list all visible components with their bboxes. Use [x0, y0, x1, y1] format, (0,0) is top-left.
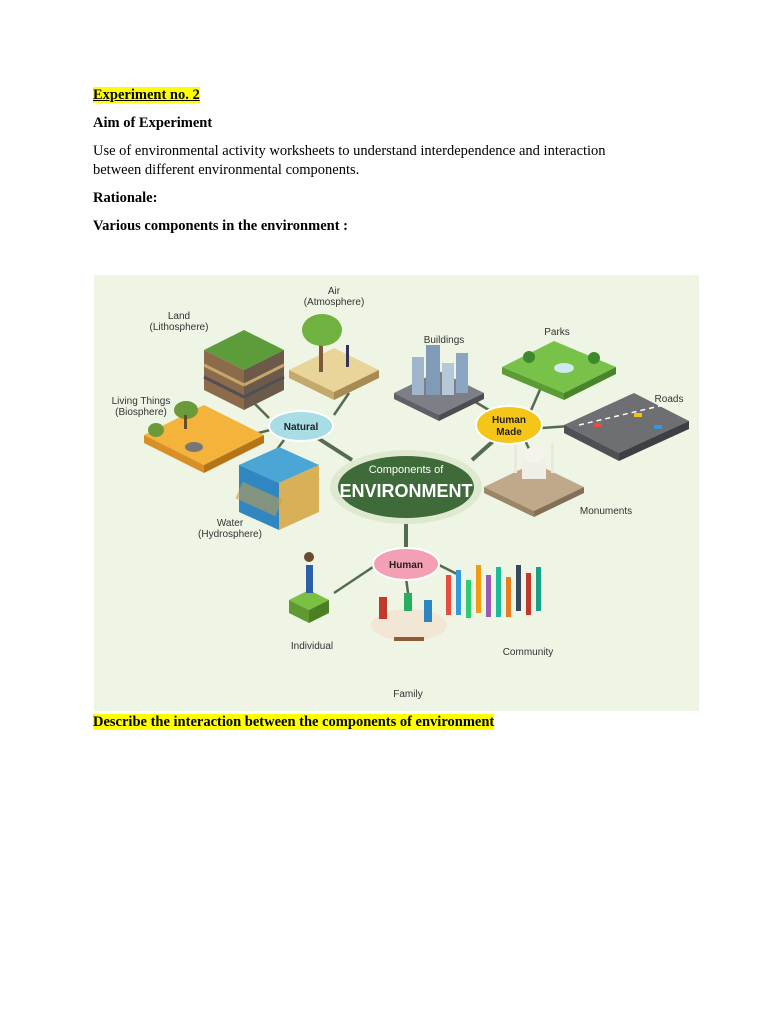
- living-things-sublabel: (Biosphere): [115, 407, 167, 418]
- individual-label: Individual: [290, 641, 334, 652]
- land-sublabel: (Lithosphere): [149, 322, 209, 333]
- air-sublabel: (Atmosphere): [303, 297, 365, 308]
- human-node: [373, 548, 439, 580]
- center-title-line-1: Components of: [368, 464, 444, 476]
- center-title-line-2: ENVIRONMENT: [339, 481, 473, 501]
- family-label: Family: [393, 689, 423, 700]
- water-label: Water: [216, 518, 244, 529]
- describe-prompt: Describe the interaction between the components of environment: [93, 714, 495, 730]
- monuments-label: Monuments: [579, 506, 633, 517]
- land-illustration: [204, 330, 284, 410]
- human-label: Human: [389, 560, 423, 571]
- human-made-node: [476, 406, 542, 444]
- buildings-label: Buildings: [423, 335, 465, 346]
- human-made-label-line-2: Made: [496, 427, 522, 438]
- water-sublabel: (Hydrosphere): [198, 529, 262, 540]
- community-illustration: [446, 565, 541, 618]
- aim-text-line-1: Use of environmental activity worksheets to understand interdependence and interaction: [93, 143, 606, 159]
- parks-illustration: [502, 341, 616, 400]
- roads-label: Roads: [654, 394, 684, 405]
- center-node: [330, 450, 482, 524]
- diagram-svg: [94, 275, 699, 711]
- land-label: Land: [167, 311, 191, 322]
- family-illustration: [371, 593, 447, 641]
- monuments-illustration: [484, 443, 584, 517]
- parks-label: Parks: [544, 327, 570, 338]
- living-things-label: Living Things: [111, 396, 171, 407]
- rationale-heading: Rationale:: [93, 190, 158, 206]
- community-label: Community: [502, 647, 554, 658]
- individual-illustration: [289, 552, 329, 623]
- components-heading: Various components in the environment :: [93, 218, 348, 234]
- air-label: Air: [327, 286, 341, 297]
- aim-text-line-2: between different environmental components.: [93, 162, 360, 178]
- aim-heading: Aim of Experiment: [93, 115, 213, 131]
- components-of-environment-diagram: [94, 275, 699, 711]
- human-made-label-line-1: Human: [492, 415, 526, 426]
- air-illustration: [289, 314, 379, 400]
- natural-label: Natural: [283, 422, 319, 433]
- water-illustration: [239, 447, 319, 530]
- experiment-title: Experiment no. 2: [93, 87, 200, 103]
- natural-node: [269, 411, 333, 441]
- buildings-illustration: [394, 345, 484, 421]
